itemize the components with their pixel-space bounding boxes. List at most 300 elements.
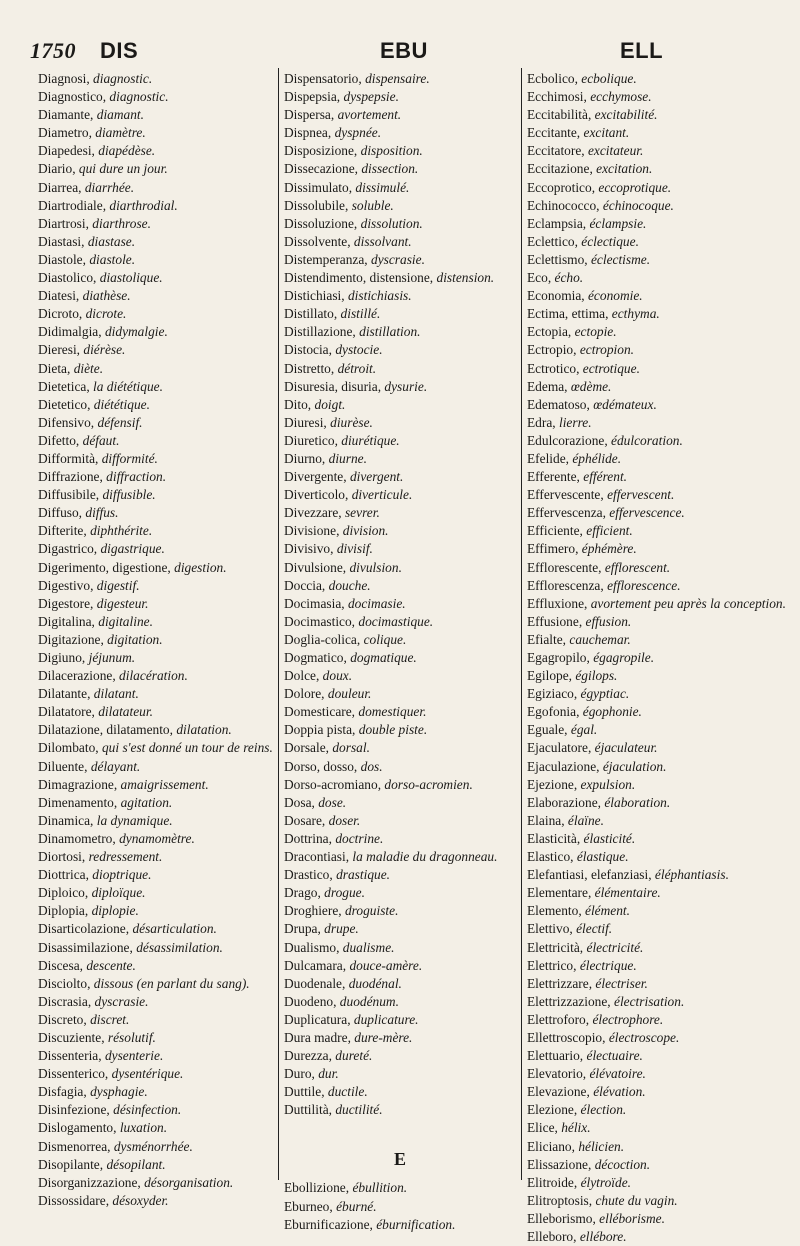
headword: Discuziente,: [38, 1029, 108, 1045]
dictionary-entry: [38, 1119, 274, 1137]
headword: Efficiente,: [527, 523, 587, 539]
dictionary-entry: [38, 902, 274, 920]
headword: Eccoprotico,: [527, 179, 599, 195]
translation: désassimilation.: [136, 939, 223, 955]
headword: Edematoso,: [527, 396, 594, 412]
headword: Eccitante,: [527, 125, 584, 141]
dictionary-entry: [284, 468, 516, 486]
headword: Elasticità,: [527, 830, 584, 846]
column-2: [284, 70, 516, 1234]
headword: Dispersa,: [284, 107, 338, 123]
headword: Disposizione,: [284, 143, 361, 159]
dictionary-entry: [527, 468, 787, 486]
translation: dissimulé.: [355, 179, 410, 195]
dictionary-entry: [284, 794, 516, 812]
translation: électrique.: [579, 957, 637, 973]
translation: difformité.: [101, 450, 158, 466]
dictionary-entry: [38, 631, 274, 649]
translation: dysenterie.: [104, 1048, 164, 1064]
dictionary-entry: [284, 812, 516, 830]
dictionary-entry: [527, 1138, 787, 1156]
headword: Economia,: [527, 288, 588, 304]
translation: dure-mère.: [354, 1029, 413, 1045]
dictionary-entry: [284, 160, 516, 178]
translation: discret.: [90, 1011, 130, 1027]
translation: œdème.: [570, 378, 612, 394]
dictionary-entry: [284, 70, 516, 88]
dictionary-entry: [527, 233, 787, 251]
translation: ecbolique.: [581, 71, 637, 86]
headword: Efialte,: [527, 631, 570, 647]
dictionary-entry: [38, 703, 274, 721]
headword: Diffusibile,: [38, 487, 103, 503]
headword: Disorganizzazione,: [38, 1174, 145, 1190]
translation: dysménorrhée.: [113, 1138, 193, 1154]
dictionary-entry: [527, 486, 787, 504]
headword: Digitazione,: [38, 631, 108, 647]
dictionary-entry: [527, 305, 787, 323]
translation: qui dure un jour.: [78, 161, 168, 177]
translation: élévation.: [593, 1084, 646, 1100]
translation: la diététique.: [93, 378, 163, 394]
dictionary-entry: [38, 884, 274, 902]
dictionary-entry: [38, 432, 274, 450]
dictionary-entry: [38, 396, 274, 414]
dictionary-entry: [38, 1138, 274, 1156]
dictionary-entry: [284, 920, 516, 938]
dictionary-entry: [38, 124, 274, 142]
translation: divisif.: [336, 541, 373, 557]
headword: Edulcorazione,: [527, 432, 612, 448]
column-3: [527, 70, 787, 1246]
headword: Eguale,: [527, 722, 571, 738]
translation: électricité.: [586, 939, 644, 955]
headword: Divisione,: [284, 523, 343, 539]
dictionary-entry: [38, 160, 274, 178]
headword: Dieta,: [38, 360, 74, 376]
dictionary-entry: [527, 341, 787, 359]
headword: Elezione,: [527, 1102, 581, 1118]
dictionary-entry: [527, 975, 787, 993]
dictionary-entry: [284, 649, 516, 667]
dictionary-entry: [527, 631, 787, 649]
translation: désopilant.: [106, 1156, 166, 1172]
headword: Disuresia, disuria,: [284, 378, 385, 394]
dictionary-entry: [38, 957, 274, 975]
dictionary-entry: [284, 414, 516, 432]
dictionary-entry: [38, 504, 274, 522]
translation: dose.: [318, 794, 347, 810]
dictionary-entry: [284, 721, 516, 739]
dictionary-entry: [284, 830, 516, 848]
headword: Doccia,: [284, 577, 329, 593]
headword: Digitalina,: [38, 613, 99, 629]
dictionary-entry: [284, 142, 516, 160]
dictionary-entry: [284, 1216, 516, 1234]
dictionary-entry: [38, 305, 274, 323]
dictionary-entry: [38, 522, 274, 540]
headword: Edema,: [527, 378, 571, 394]
dictionary-entry: [284, 975, 516, 993]
dictionary-entry: [284, 993, 516, 1011]
dictionary-entry: [284, 215, 516, 233]
translation: diplopie.: [91, 903, 139, 919]
translation: diphthérite.: [90, 523, 153, 539]
translation: qui s'est donné un tour de reins.: [101, 740, 273, 756]
translation: élaboration.: [604, 794, 671, 810]
translation: colique.: [363, 631, 407, 647]
headword: Duttile,: [284, 1084, 328, 1100]
headword: Dimenamento,: [38, 794, 121, 810]
dictionary-entry: [38, 739, 274, 757]
column-1: [38, 70, 274, 1210]
headword: Digiuno,: [38, 650, 89, 665]
headword: Eburnificazione,: [284, 1216, 377, 1232]
dictionary-entry: [284, 848, 516, 866]
headword: Diarrea,: [38, 179, 85, 195]
translation: distension.: [436, 270, 495, 286]
headword: Elice,: [527, 1120, 562, 1136]
translation: distichiasis.: [347, 288, 412, 304]
headword: Elettricità,: [527, 939, 587, 955]
dictionary-entry: [38, 215, 274, 233]
translation: avortement.: [337, 107, 402, 123]
dictionary-entry: [284, 577, 516, 595]
dictionary-entry: [38, 142, 274, 160]
dictionary-entry: [527, 360, 787, 378]
headword: Diario,: [38, 161, 79, 177]
headword: Distemperanza,: [284, 251, 371, 267]
translation: désarticulation.: [132, 921, 217, 937]
translation: décoction.: [594, 1156, 651, 1172]
translation: expulsion.: [580, 776, 636, 792]
translation: sevrer.: [344, 505, 380, 521]
headword: Dislogamento,: [38, 1120, 120, 1136]
dictionary-entry: [284, 396, 516, 414]
headword: Dilatante,: [38, 686, 94, 702]
dictionary-entry: [527, 414, 787, 432]
headword: Diastolico,: [38, 270, 100, 286]
dictionary-entry: [527, 794, 787, 812]
dictionary-entry: [284, 522, 516, 540]
dictionary-entry: [284, 685, 516, 703]
dictionary-entry: [527, 540, 787, 558]
translation: lierre.: [558, 414, 592, 430]
dictionary-entry: [527, 812, 787, 830]
dictionary-entry: [527, 902, 787, 920]
headword: Ecchimosi,: [527, 89, 591, 105]
translation: elléborisme.: [599, 1210, 665, 1226]
dictionary-entry: [284, 631, 516, 649]
translation: divulsion.: [349, 559, 402, 575]
headword: Elleboro,: [527, 1229, 580, 1244]
translation: diététique.: [93, 396, 150, 412]
translation: éphémère.: [581, 541, 637, 557]
headword: Dissimulato,: [284, 179, 356, 195]
headword: Dispensatorio,: [284, 71, 366, 86]
headword: Disfagia,: [38, 1084, 91, 1100]
dictionary-entry: [284, 124, 516, 142]
translation: division.: [342, 523, 389, 539]
translation: descente.: [86, 957, 136, 973]
translation: ductile.: [327, 1084, 368, 1100]
translation: douche.: [328, 577, 371, 593]
dictionary-entry: [38, 323, 274, 341]
headword: Distretto,: [284, 360, 338, 376]
translation: digastrique.: [100, 541, 165, 557]
translation: dystocie.: [335, 342, 383, 358]
column-rule-2: [521, 68, 522, 1180]
translation: éléphantiasis.: [654, 867, 729, 883]
translation: distillé.: [340, 306, 381, 322]
headword: Dilatazione, dilatamento,: [38, 722, 177, 738]
translation: domestiquer.: [358, 704, 427, 720]
translation: électrisation.: [614, 993, 685, 1009]
translation: ébullition.: [352, 1180, 408, 1196]
dictionary-entry: [38, 939, 274, 957]
dictionary-entry: [284, 739, 516, 757]
headword: Diluente,: [38, 758, 91, 774]
translation: digesteur.: [96, 595, 149, 611]
headword: Elevatorio,: [527, 1066, 590, 1082]
dictionary-entry: [284, 884, 516, 902]
translation: dissection.: [361, 161, 419, 177]
headword: Efferente,: [527, 469, 584, 485]
dictionary-entry: [527, 1192, 787, 1210]
dictionary-entry: [527, 957, 787, 975]
dictionary-entry: [527, 88, 787, 106]
translation: dissolution.: [360, 215, 423, 231]
dictionary-entry: [527, 721, 787, 739]
translation: doigt.: [314, 396, 346, 412]
headword: Docimasia,: [284, 595, 348, 611]
translation: élytroïde.: [580, 1174, 632, 1190]
dictionary-entry: [284, 866, 516, 884]
headword: Dogmatico,: [284, 650, 351, 665]
translation: œdémateux.: [593, 396, 657, 412]
dictionary-entry: [284, 1198, 516, 1216]
translation: dogmatique.: [350, 650, 417, 665]
headword: Dietetico,: [38, 396, 94, 412]
translation: égyptiac.: [580, 686, 630, 702]
headword: Digastrico,: [38, 541, 101, 557]
translation: docimasie.: [347, 595, 406, 611]
dictionary-entry: [527, 504, 787, 522]
translation: électif.: [576, 921, 613, 937]
headword: Dieresi,: [38, 342, 84, 358]
translation: détroit.: [337, 360, 377, 376]
translation: élasticité.: [583, 830, 636, 846]
dictionary-entry: [527, 215, 787, 233]
headword: Dorsale,: [284, 740, 333, 756]
dictionary-entry: [38, 721, 274, 739]
dictionary-entry: [38, 866, 274, 884]
translation: diastole.: [89, 251, 136, 267]
dictionary-entry: [38, 468, 274, 486]
headword: Disassimilazione,: [38, 939, 137, 955]
headword: Eclettismo,: [527, 251, 591, 267]
translation: divergent.: [349, 469, 404, 485]
translation: dualisme.: [342, 939, 395, 955]
headword: Eclettico,: [527, 233, 582, 249]
headword: Elettivo,: [527, 921, 577, 937]
translation: dyscrasie.: [371, 251, 425, 267]
translation: dysphagie.: [90, 1084, 148, 1100]
dictionary-entry: [284, 197, 516, 215]
headword: Elleborismo,: [527, 1210, 600, 1226]
headword: Effluxione,: [527, 595, 591, 611]
dictionary-entry: [38, 830, 274, 848]
dictionary-entry: [527, 830, 787, 848]
headword: Distocia,: [284, 342, 336, 358]
headword: Dispnea,: [284, 125, 335, 141]
translation: éjaculation.: [602, 758, 667, 774]
translation: désorganisation.: [144, 1174, 234, 1190]
headword: Elissazione,: [527, 1156, 595, 1172]
headword: Dissoluzione,: [284, 215, 361, 231]
headword: Duttilità,: [284, 1102, 336, 1118]
translation: élément.: [585, 903, 630, 919]
headword: Ejaculatore,: [527, 740, 595, 756]
dictionary-entry: [38, 197, 274, 215]
translation: électroscope.: [608, 1029, 680, 1045]
dictionary-entry: [38, 1174, 274, 1192]
dictionary-entry: [38, 1011, 274, 1029]
headword: Ectrotico,: [527, 360, 583, 376]
headword: Dosa,: [284, 794, 319, 810]
headword: Drago,: [284, 885, 325, 901]
dictionary-entry: [38, 559, 274, 577]
dictionary-entry: [527, 1174, 787, 1192]
headword: Elementare,: [527, 885, 595, 901]
headword: Dimagrazione,: [38, 776, 121, 792]
dictionary-entry: [38, 794, 274, 812]
translation: redressement.: [88, 849, 163, 865]
headword: Difensivo,: [38, 414, 98, 430]
headword: Ectima, ettima,: [527, 306, 612, 322]
translation: didymalgie.: [104, 324, 168, 340]
dictionary-entry: [38, 88, 274, 106]
translation: digitation.: [107, 631, 163, 647]
translation: désinfection.: [113, 1102, 182, 1118]
headword: Effusione,: [527, 613, 586, 629]
translation: efflorescence.: [607, 577, 681, 593]
headword: Elettroforo,: [527, 1011, 593, 1027]
headword: Eccitabilità,: [527, 107, 595, 123]
dictionary-entry: [527, 1083, 787, 1101]
headword: Divisivo,: [284, 541, 337, 557]
translation: éjaculateur.: [594, 740, 658, 756]
translation: agitation.: [120, 794, 173, 810]
dictionary-entry: [527, 1119, 787, 1137]
dictionary-entry: [527, 106, 787, 124]
translation: hélix.: [561, 1120, 591, 1136]
translation: égal.: [570, 722, 598, 738]
translation: diarthrose.: [92, 215, 151, 231]
dictionary-entry: [284, 504, 516, 522]
translation: désoxyder.: [112, 1192, 169, 1208]
dictionary-entry: [38, 233, 274, 251]
headword: Drastico,: [284, 867, 337, 883]
headword: Dottrina,: [284, 830, 336, 846]
translation: drogue.: [324, 885, 365, 901]
translation: diamant.: [96, 107, 144, 123]
dictionary-entry: [284, 595, 516, 613]
headword: Echinococco,: [527, 197, 603, 213]
headword: Effervescenza,: [527, 505, 610, 521]
headword: Digerimento, digestione,: [38, 559, 175, 575]
translation: écho.: [554, 270, 584, 286]
dictionary-entry: [284, 957, 516, 975]
translation: diamètre.: [95, 125, 146, 141]
headword: Diurno,: [284, 450, 329, 466]
translation: amaigrissement.: [120, 776, 209, 792]
translation: défensif.: [97, 414, 143, 430]
dictionary-entry: [284, 323, 516, 341]
dictionary-entry: [527, 450, 787, 468]
headword: Diametro,: [38, 125, 96, 141]
headword: Diamante,: [38, 107, 97, 123]
headword: Efelide,: [527, 450, 573, 466]
headword: Divergente,: [284, 469, 350, 485]
translation: doux.: [322, 668, 353, 684]
headword: Elitroptosis,: [527, 1192, 596, 1208]
dictionary-entry: [38, 758, 274, 776]
translation: dissolvant.: [353, 233, 412, 249]
dictionary-entry: [527, 993, 787, 1011]
dictionary-entry: [284, 269, 516, 287]
dictionary-entry: [284, 287, 516, 305]
translation: élection.: [580, 1102, 627, 1118]
dictionary-entry: [527, 160, 787, 178]
dictionary-entry: [527, 613, 787, 631]
translation: ductilité.: [335, 1102, 383, 1118]
translation: jéjunum.: [88, 650, 136, 665]
dictionary-entry: [527, 1210, 787, 1228]
dictionary-entry: [38, 179, 274, 197]
headword: Eccitazione,: [527, 161, 597, 177]
translation: dyspepsie.: [343, 89, 399, 105]
translation: diffus.: [85, 505, 119, 521]
translation: digestif.: [96, 577, 140, 593]
column-rule-1: [278, 68, 279, 1180]
headword: Dito,: [284, 396, 315, 412]
translation: défaut.: [82, 432, 120, 448]
translation: duodénum.: [339, 993, 399, 1009]
translation: éclectisme.: [590, 251, 651, 267]
translation: douleur.: [327, 686, 372, 702]
translation: dilatateur.: [98, 704, 153, 720]
dictionary-entry: [527, 269, 787, 287]
translation: dicrote.: [85, 306, 127, 322]
translation: économie.: [587, 288, 643, 304]
dictionary-entry: [38, 106, 274, 124]
translation: effusion.: [585, 613, 632, 629]
translation: ecthyma.: [611, 306, 660, 322]
dictionary-entry: [38, 1192, 274, 1210]
headword: Dualismo,: [284, 939, 343, 955]
dictionary-entry: [527, 1228, 787, 1246]
translation: digitaline.: [98, 613, 153, 629]
headword: Elaina,: [527, 812, 568, 828]
dictionary-entry: [527, 649, 787, 667]
dictionary-entry: [284, 939, 516, 957]
translation: excitant.: [583, 125, 630, 141]
translation: chute du vagin.: [595, 1192, 678, 1208]
headword: Dissossidare,: [38, 1192, 113, 1208]
headword: Dilatatore,: [38, 704, 99, 720]
dictionary-entry: [527, 432, 787, 450]
